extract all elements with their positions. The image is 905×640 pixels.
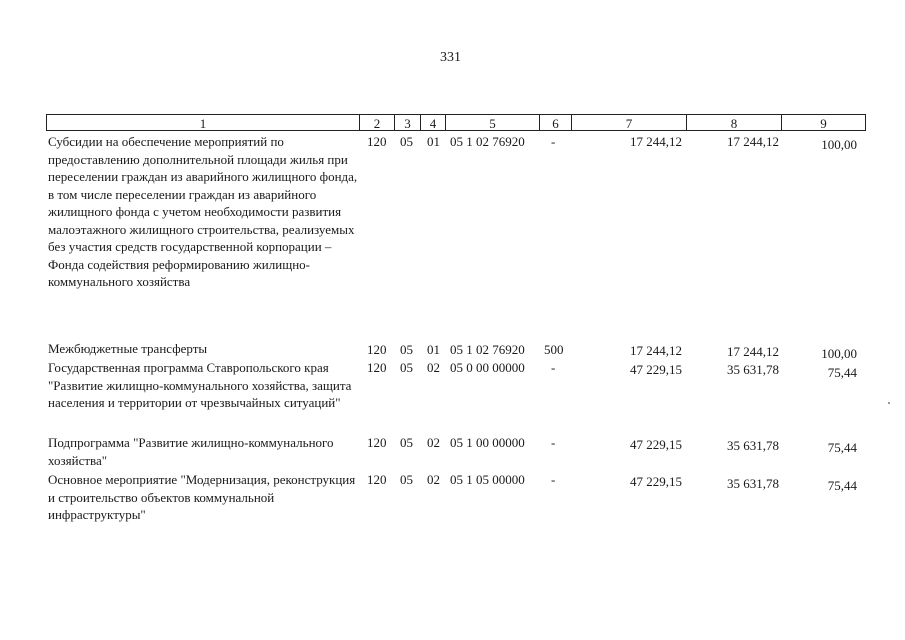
row-target-code: 05 1 02 76920 (450, 342, 525, 357)
row-actual-amount: 35 631,78 (727, 438, 779, 453)
row-subsection-code: 05 (400, 134, 413, 149)
row-target-code: 05 1 05 00000 (450, 472, 525, 487)
row-description: Основное мероприятие "Модернизация, реконструкция и строительство объектов коммунальной инфраструктуры" (48, 472, 356, 522)
row-actual-amount: 17 244,12 (727, 134, 779, 149)
row-section-code: 120 (367, 472, 387, 487)
row-description: Межбюджетные трансферты (48, 341, 208, 356)
row-expense-type: - (551, 134, 556, 149)
row-percent: 75,44 (827, 365, 857, 380)
header-cell-3: 3 (394, 114, 420, 131)
row-expense-type: - (551, 360, 556, 375)
header-cell-6: 6 (539, 114, 571, 131)
row-planned-amount: 47 229,15 (630, 474, 682, 489)
row-planned-amount: 47 229,15 (630, 437, 682, 452)
row-item-code: 02 (427, 435, 440, 450)
scan-speck (888, 402, 890, 404)
header-cell-9: 9 (781, 114, 866, 131)
header-cell-5: 5 (445, 114, 539, 131)
row-item-code: 02 (427, 472, 440, 487)
header-cell-1: 1 (46, 114, 359, 131)
page-number: 331 (440, 50, 461, 65)
row-percent: 100,00 (821, 137, 857, 152)
header-cell-7: 7 (571, 114, 686, 131)
row-percent: 100,00 (821, 346, 857, 361)
row-planned-amount: 47 229,15 (630, 362, 682, 377)
row-target-code: 05 1 00 00000 (450, 435, 525, 450)
row-subsection-code: 05 (400, 435, 413, 450)
row-percent: 75,44 (827, 440, 857, 455)
row-description: Государственная программа Ставропольского края "Развитие жилищно-коммунального хозяйства, защита населения и территории от чрезвычайных ситуаций" (48, 360, 352, 410)
row-subsection-code: 05 (400, 360, 413, 375)
header-cell-8: 8 (686, 114, 781, 131)
row-actual-amount: 35 631,78 (727, 362, 779, 377)
row-description: Субсидии на обеспечение мероприятий по предоставлению дополнительной площади жилья при переселении граждан из аварийного жилищного фонда, в том числе переселении граждан из аварийного жилищного фонда с учетом необходимости развития малоэтажного жилищного строительства, реализуемых без участия средств государственной корпорации – Фонда содействия реформированию жилищно-коммунального хозяйства (48, 134, 358, 289)
row-item-code: 01 (427, 134, 440, 149)
header-cell-4: 4 (420, 114, 445, 131)
row-section-code: 120 (367, 342, 387, 357)
row-section-code: 120 (367, 360, 387, 375)
row-target-code: 05 1 02 76920 (450, 134, 525, 149)
row-expense-type: - (551, 435, 556, 450)
row-actual-amount: 17 244,12 (727, 344, 779, 359)
header-cell-2: 2 (359, 114, 394, 131)
row-target-code: 05 0 00 00000 (450, 360, 525, 375)
row-description: Подпрограмма "Развитие жилищно-коммунального хозяйства" (48, 435, 334, 468)
row-actual-amount: 35 631,78 (727, 476, 779, 491)
row-percent: 75,44 (827, 478, 857, 493)
row-planned-amount: 17 244,12 (630, 134, 682, 149)
row-expense-type: - (551, 472, 556, 487)
row-item-code: 01 (427, 342, 440, 357)
row-subsection-code: 05 (400, 472, 413, 487)
row-subsection-code: 05 (400, 342, 413, 357)
row-section-code: 120 (367, 435, 387, 450)
row-expense-type: 500 (544, 342, 564, 357)
row-planned-amount: 17 244,12 (630, 343, 682, 358)
row-section-code: 120 (367, 134, 387, 149)
row-item-code: 02 (427, 360, 440, 375)
